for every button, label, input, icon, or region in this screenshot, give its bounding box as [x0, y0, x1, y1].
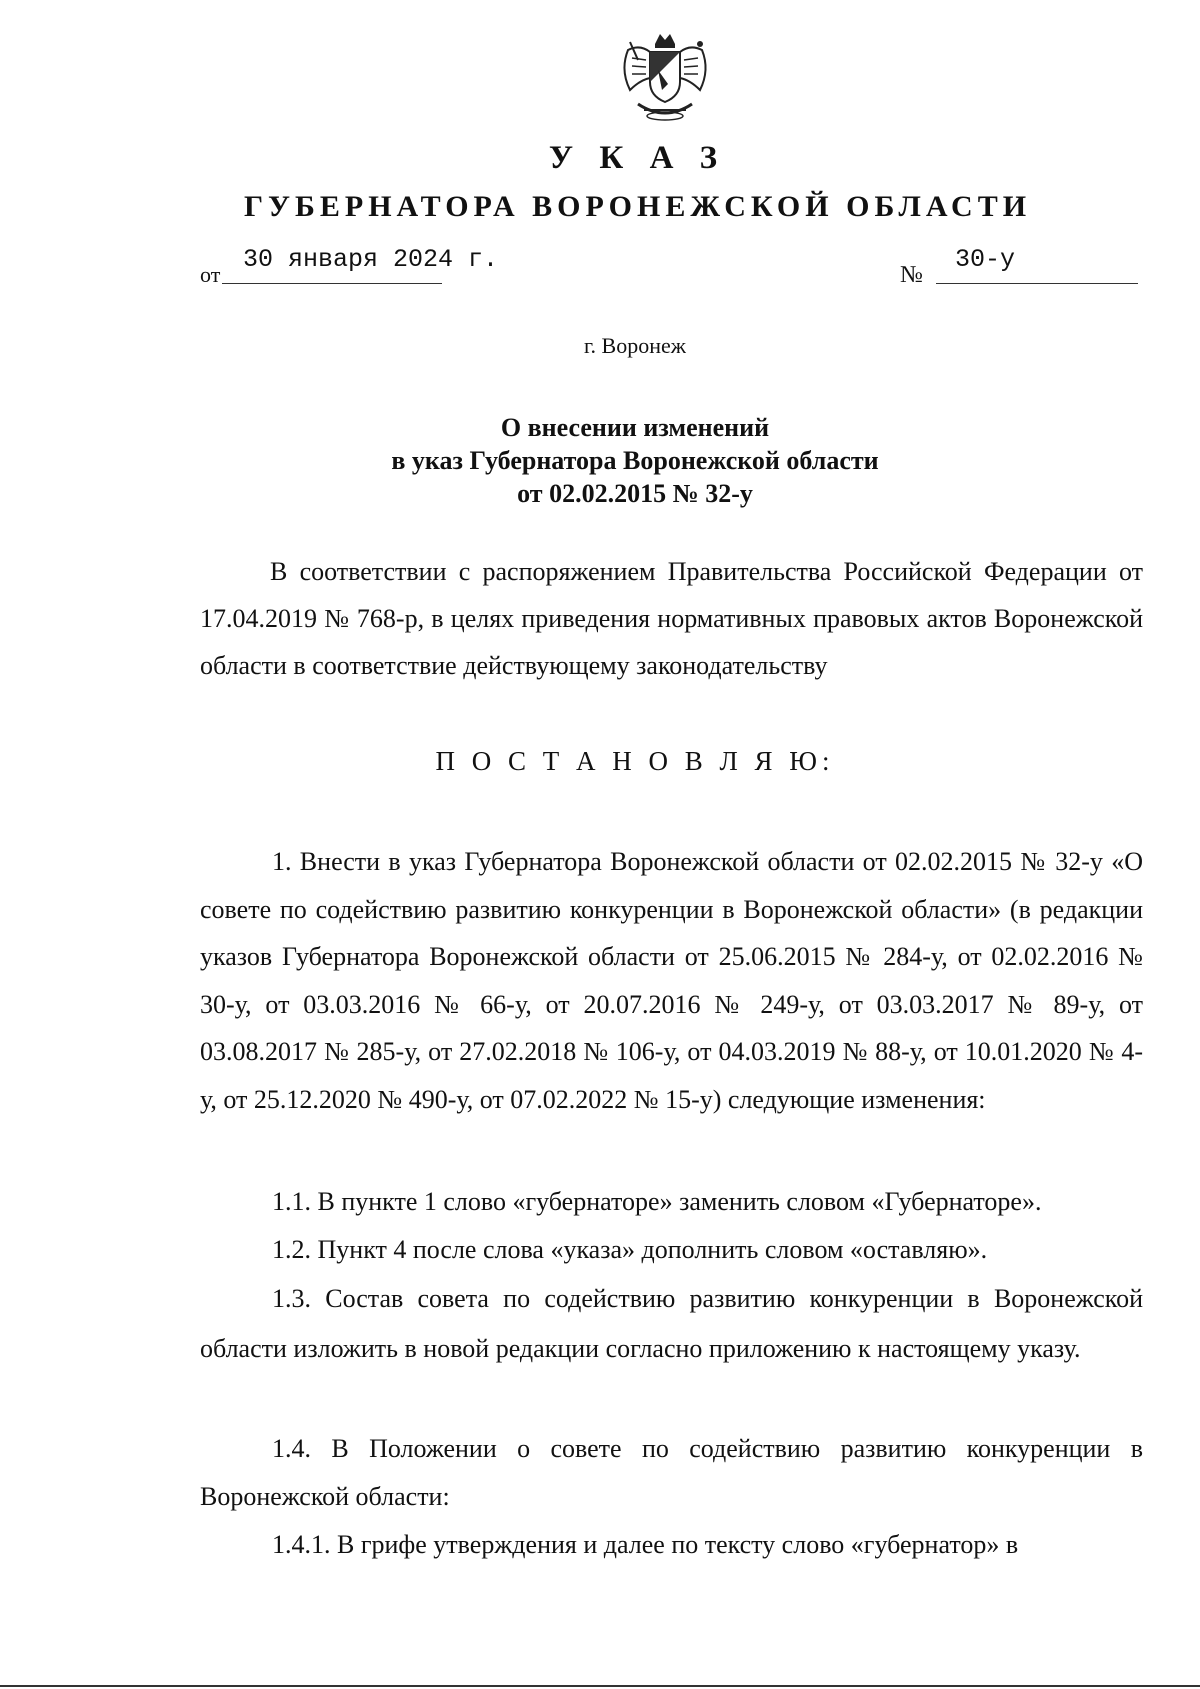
- date-value: 30 января 2024 г.: [243, 245, 499, 274]
- date-label: от: [200, 262, 221, 287]
- voronezh-coat-of-arms-icon: [610, 30, 720, 125]
- item-1-1-paragraph: 1.1. В пункте 1 слово «губернаторе» заменить словом «Губернаторе».: [272, 1187, 1042, 1216]
- page-bottom-rule: [0, 1685, 1200, 1687]
- preamble-paragraph: В соответствии с распоряжением Правительства Российской Федерации от 17.04.2019 № 768-р, в целях приведения нормативных правовых актов Воронежской области в соответствие действующему законодательству: [200, 557, 1143, 680]
- document-title-line: в указ Губернатора Воронежской области: [391, 446, 879, 475]
- item-1-3-paragraph: 1.3. Состав совета по содействию развитию конкуренции в Воронежской области изложить в новой редакции согласно приложению к настоящему указу.: [200, 1284, 1143, 1363]
- issuer-title: ГУБЕРНАТОРА ВОРОНЕЖСКОЙ ОБЛАСТИ: [243, 190, 1032, 223]
- document-title-line: от 02.02.2015 № 32-у: [517, 479, 753, 508]
- item-1-4-1-paragraph: 1.4.1. В грифе утверждения и далее по тексту слово «губернатор» в: [272, 1530, 1019, 1559]
- item-1-2-paragraph: 1.2. Пункт 4 после слова «указа» дополнить словом «оставляю».: [272, 1235, 988, 1264]
- document-title: [0, 411, 1200, 510]
- number-label: №: [900, 262, 923, 288]
- document-title-line: О внесении изменений: [500, 413, 770, 442]
- item-1-paragraph: 1. Внести в указ Губернатора Воронежской области от 02.02.2015 № 32-у «О совете по содействию развитию конкуренции в Воронежской области» (в редакции указов Губернатора Воронежской области от 25.06.2015 № 284-у, от 02.02.2016 № 30-у, от 03.03.2016 № 66-у, от 20.07.2016 № 249-у, от 03.03.2017 № 89-у, от 03.08.2017 № 285-у, от 27.02.2018 № 106-у, от 04.03.2019 № 88-у, от 10.01.2020 № 4-у, от 25.12.2020 № 490-у, от 07.02.2022 № 15-у) следующие изменения:: [200, 847, 1143, 1114]
- document-type-title: У К А З: [548, 140, 727, 176]
- city: г. Воронеж: [584, 333, 686, 358]
- decree-word: П О С Т А Н О В Л Я Ю:: [435, 746, 835, 776]
- number-value: 30-у: [955, 245, 1016, 274]
- item-1-4-paragraph: 1.4. В Положении о совете по содействию развитию конкуренции в Воронежской области:: [200, 1434, 1143, 1511]
- number-underline: [936, 283, 1138, 284]
- date-underline: [222, 283, 442, 284]
